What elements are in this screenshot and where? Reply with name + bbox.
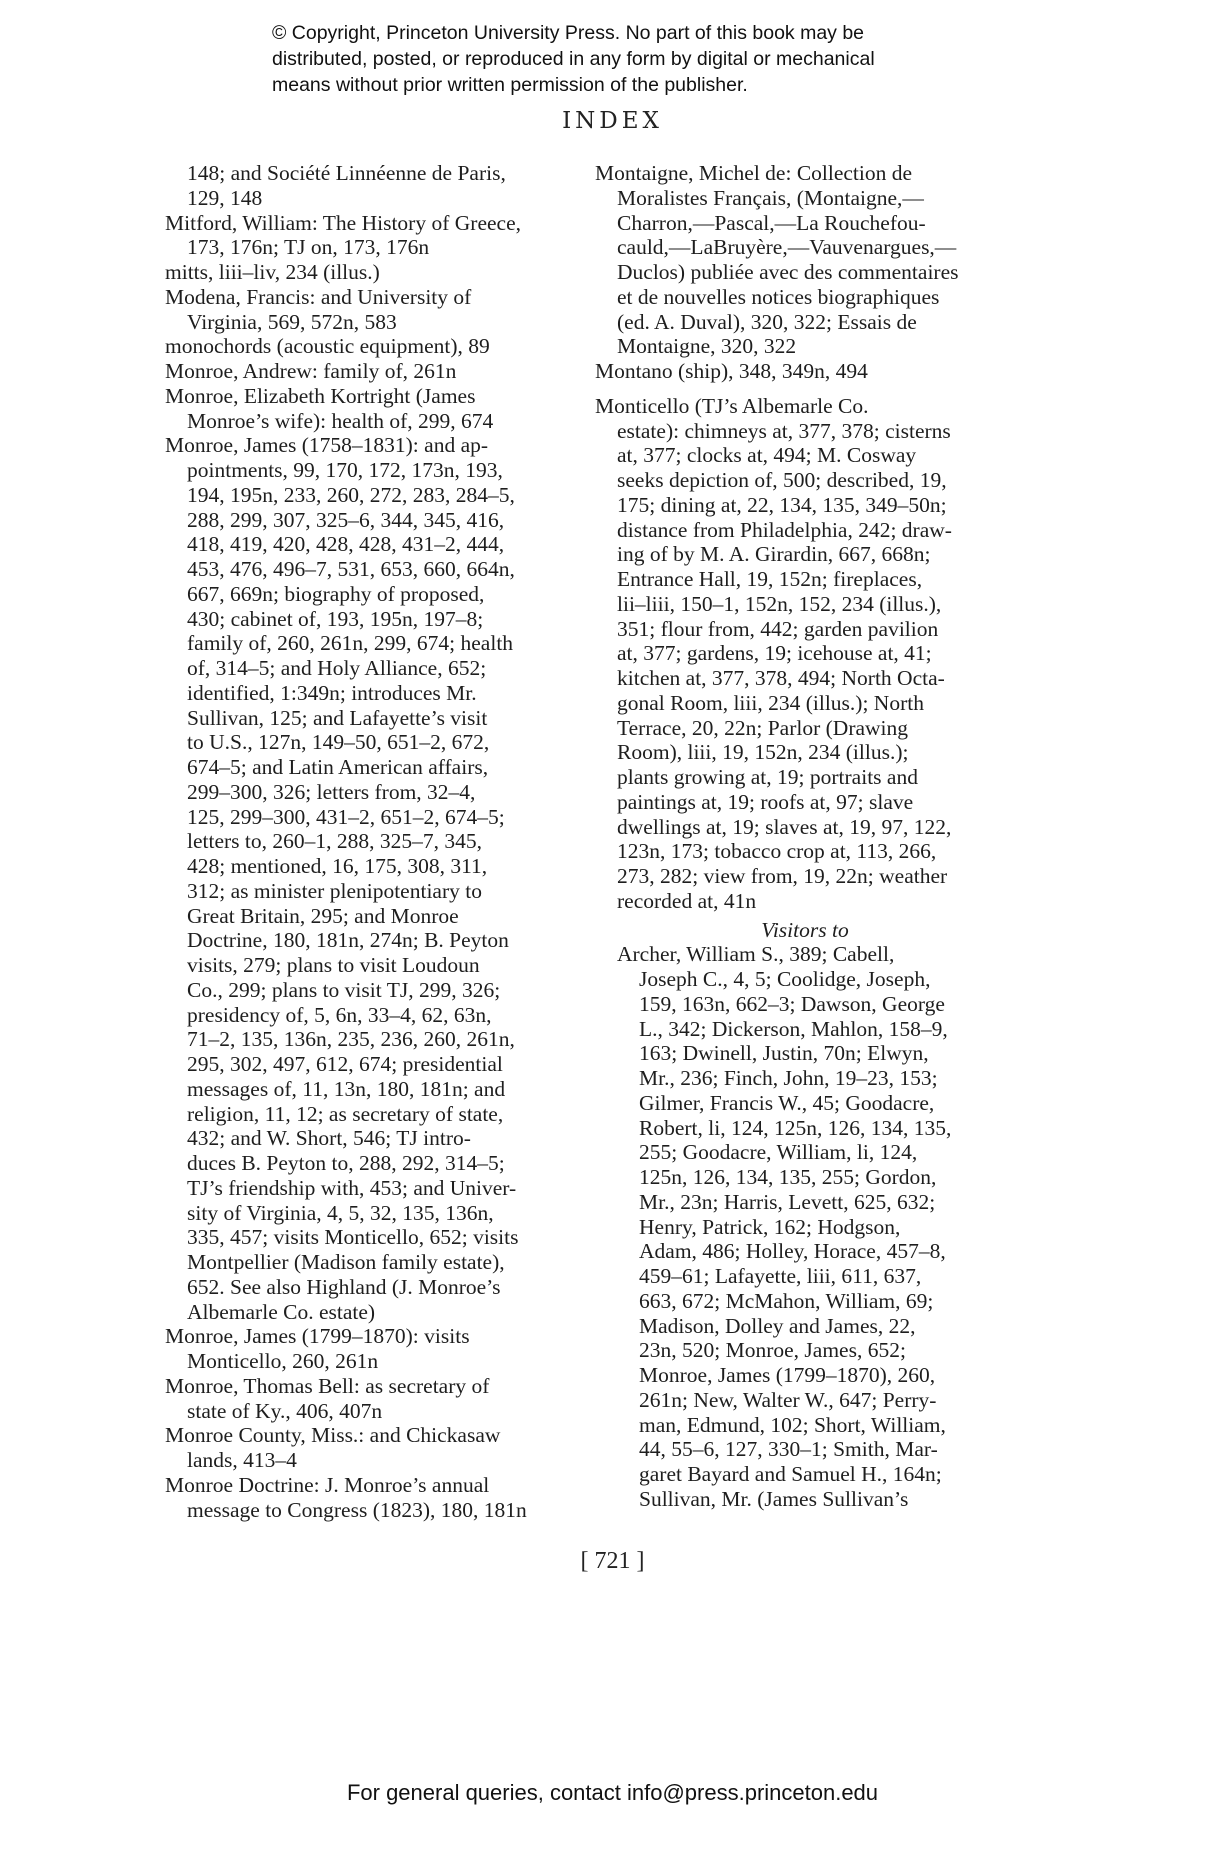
index-line: Montpellier (Madison family estate), <box>187 1250 505 1274</box>
index-line: Joseph C., 4, 5; Coolidge, Joseph, <box>639 967 931 991</box>
index-line: 163; Dwinell, Justin, 70n; Elwyn, <box>639 1041 929 1066</box>
index-line: Duclos) publiée avec des commentaires <box>617 260 959 284</box>
index-line: 173, 176n; TJ on, 173, 176n <box>187 235 430 260</box>
index-line: 432; and W. Short, 546; TJ intro- <box>187 1126 471 1151</box>
index-line: ing of by M. A. Girardin, 667, 668n; <box>617 542 931 567</box>
index-entry <box>165 1473 583 1523</box>
copyright-line: © Copyright, Princeton University Press. No part of this book may be <box>272 22 865 44</box>
index-line: Monroe, James (1799–1870), 260, <box>639 1363 936 1387</box>
index-line: Room), liii, 19, 152n, 234 (illus.); <box>617 740 909 765</box>
index-line: gonal Room, liii, 234 (illus.); North <box>617 690 924 715</box>
index-entry <box>165 359 583 384</box>
index-line: 125, 299–300, 431–2, 651–2, 674–5; <box>187 804 505 829</box>
index-line: Madison, Dolley and James, 22, <box>639 1313 916 1338</box>
index-entry <box>165 1423 583 1473</box>
index-line: garet Bayard and Samuel H., 164n; <box>639 1462 942 1486</box>
index-line: Doctrine, 180, 181n, 274n; B. Peyton <box>187 928 509 953</box>
index-line: 428; mentioned, 16, 175, 308, 311, <box>187 854 488 878</box>
index-line: TJ’s friendship with, 453; and Univer- <box>187 1175 517 1200</box>
index-line: Mr., 23n; Harris, Levett, 625, 632; <box>639 1189 936 1214</box>
index-line: Moralistes Français, (Montaigne,— <box>617 185 924 210</box>
index-line: Monroe, Elizabeth Kortright (James <box>165 383 476 408</box>
index-entry <box>165 334 583 359</box>
index-line: state of Ky., 406, 407n <box>187 1398 383 1423</box>
index-entry <box>165 433 583 1324</box>
index-line: 299–300, 326; letters from, 32–4, <box>187 779 476 804</box>
index-line: presidency of, 5, 6n, 33–4, 62, 63n, <box>187 1002 492 1027</box>
index-line: Co., 299; plans to visit TJ, 299, 326; <box>187 977 501 1002</box>
index-line: 159, 163n, 662–3; Dawson, George <box>639 991 945 1016</box>
copyright-notice <box>272 20 1032 98</box>
index-line: Sullivan, 125; and Lafayette’s visit <box>187 705 488 730</box>
index-line: 351; flour from, 442; garden pavilion <box>617 616 939 641</box>
index-line: to U.S., 127n, 149–50, 651–2, 672, <box>187 730 490 755</box>
index-line: Monroe County, Miss.: and Chickasaw <box>165 1423 501 1448</box>
index-line: 453, 476, 496–7, 531, 653, 660, 664n, <box>187 557 515 581</box>
index-line: pointments, 99, 170, 172, 173n, 193, <box>187 458 503 482</box>
index-line: 125n, 126, 134, 135, 255; Gordon, <box>639 1165 937 1189</box>
copyright-line: distributed, posted, or reproduced in any form by digital or mechanical <box>272 48 875 70</box>
footer-contact: For general queries, contact info@press.princeton.edu <box>346 1780 879 1805</box>
index-line: letters to, 260–1, 288, 325–7, 345, <box>187 829 483 854</box>
index-line: duces B. Peyton to, 288, 292, 314–5; <box>187 1151 505 1175</box>
index-entry <box>165 161 583 211</box>
index-line: 44, 55–6, 127, 330–1; Smith, Mar- <box>639 1437 938 1462</box>
index-line: Monroe, James (1758–1831): and ap- <box>165 433 489 458</box>
index-line: 312; as minister plenipotentiary to <box>187 878 482 903</box>
index-line: Virginia, 569, 572n, 583 <box>187 309 397 334</box>
index-line: Adam, 486; Holley, Horace, 457–8, <box>639 1239 946 1264</box>
index-line: recorded at, 41n <box>617 888 757 913</box>
index-line: Sullivan, Mr. (James Sullivan’s <box>639 1486 909 1511</box>
index-entry <box>617 942 1025 1511</box>
index-entry <box>165 384 583 434</box>
index-line: Montaigne, 320, 322 <box>617 334 797 359</box>
index-line: visits, 279; plans to visit Loudoun <box>187 953 480 977</box>
index-line: 194, 195n, 233, 260, 272, 283, 284–5, <box>187 482 515 507</box>
page-title: INDEX <box>562 108 663 134</box>
index-line: Monticello (TJ’s Albemarle Co. <box>595 393 869 418</box>
index-line: kitchen at, 377, 378, 494; North Octa- <box>617 666 945 690</box>
index-line: Robert, li, 124, 125n, 126, 134, 135, <box>639 1115 952 1140</box>
index-line: 667, 669n; biography of proposed, <box>187 581 485 606</box>
index-line: 23n, 520; Monroe, James, 652; <box>639 1338 906 1363</box>
index-entry <box>595 359 1025 384</box>
index-line: 418, 419, 420, 428, 428, 431–2, 444, <box>187 532 505 557</box>
index-line: Monroe, Andrew: family of, 261n <box>165 359 457 383</box>
index-line: dwellings at, 19; slaves at, 19, 97, 122, <box>617 814 952 839</box>
index-line: Modena, Francis: and University of <box>165 284 472 309</box>
index-line: Monticello, 260, 261n <box>187 1349 379 1373</box>
index-line: Terrace, 20, 22n; Parlor (Drawing <box>617 715 909 740</box>
index-line: messages of, 11, 13n, 180, 181n; and <box>187 1076 506 1101</box>
index-line: plants growing at, 19; portraits and <box>617 765 918 789</box>
index-line: 273, 282; view from, 19, 22n; weather <box>617 864 948 888</box>
index-line: 71–2, 135, 136n, 235, 236, 260, 261n, <box>187 1027 515 1052</box>
index-line: paintings at, 19; roofs at, 97; slave <box>617 789 914 814</box>
index-line: monochords (acoustic equipment), 89 <box>165 334 490 359</box>
index-line: family of, 260, 261n, 299, 674; health <box>187 631 514 656</box>
index-line: at, 377; clocks at, 494; M. Cosway <box>617 443 917 468</box>
index-line: 148; and Société Linnéenne de Paris, <box>187 161 506 185</box>
index-line: lands, 413–4 <box>187 1448 297 1472</box>
index-line: 261n; New, Walter W., 647; Perry- <box>639 1387 937 1412</box>
index-line: cauld,—LaBruyère,—Vauvenargues,— <box>617 235 957 260</box>
index-line: seeks depiction of, 500; described, 19, <box>617 468 947 492</box>
index-line: message to Congress (1823), 180, 181n <box>187 1497 527 1522</box>
index-line: mitts, liii–liv, 234 (illus.) <box>165 260 380 284</box>
index-column-left <box>165 161 583 1522</box>
index-line: estate): chimneys at, 377, 378; cisterns <box>617 418 951 443</box>
index-line: 295, 302, 497, 612, 674; presidential <box>187 1052 503 1076</box>
index-column-right <box>595 161 1025 1512</box>
index-line: et de nouvelles notices biographiques <box>617 284 940 309</box>
index-line: (ed. A. Duval), 320, 322; Essais de <box>617 309 917 334</box>
index-line: religion, 11, 12; as secretary of state, <box>187 1101 504 1126</box>
index-line: Montano (ship), 348, 349n, 494 <box>595 359 868 383</box>
index-line: L., 342; Dickerson, Mahlon, 158–9, <box>639 1016 948 1041</box>
index-line: sity of Virginia, 4, 5, 32, 135, 136n, <box>187 1200 494 1225</box>
index-line: Henry, Patrick, 162; Hodgson, <box>639 1214 901 1239</box>
index-line: Montaigne, Michel de: Collection de <box>595 161 913 185</box>
index-line: Monroe, James (1799–1870): visits <box>165 1324 470 1349</box>
index-line: Mitford, William: The History of Greece, <box>165 210 521 235</box>
index-line: Mr., 236; Finch, John, 19–23, 153; <box>639 1066 938 1090</box>
index-entry <box>165 285 583 335</box>
index-line: 335, 457; visits Monticello, 652; visits <box>187 1225 519 1250</box>
page-number: [ 721 ] <box>580 1548 645 1574</box>
index-line: distance from Philadelphia, 242; draw- <box>617 517 952 542</box>
index-line: Monroe, Thomas Bell: as secretary of <box>165 1373 490 1398</box>
index-line: 129, 148 <box>187 185 263 210</box>
index-entry <box>165 260 583 285</box>
index-entry <box>165 1324 583 1374</box>
index-entry <box>165 1374 583 1424</box>
index-line: 288, 299, 307, 325–6, 344, 345, 416, <box>187 507 505 532</box>
index-line: Albemarle Co. estate) <box>187 1299 376 1324</box>
copyright-line: means without prior written permission of the publisher. <box>272 74 748 96</box>
index-line: 123n, 173; tobacco crop at, 113, 266, <box>617 839 937 864</box>
index-line: 663, 672; McMahon, William, 69; <box>639 1288 934 1313</box>
index-line: Gilmer, Francis W., 45; Goodacre, <box>639 1090 935 1115</box>
index-line: identified, 1:349n; introduces Mr. <box>187 680 477 705</box>
index-line: at, 377; gardens, 19; icehouse at, 41; <box>617 641 932 666</box>
index-entry <box>595 394 1025 914</box>
index-line: of, 314–5; and Holy Alliance, 652; <box>187 656 487 680</box>
index-line: 175; dining at, 22, 134, 135, 349–50n; <box>617 492 947 517</box>
index-line: Great Britain, 295; and Monroe <box>187 903 459 928</box>
index-line: 459–61; Lafayette, liii, 611, 637, <box>639 1264 922 1288</box>
index-line: Archer, William S., 389; Cabell, <box>617 942 895 967</box>
subheading: Visitors to <box>761 917 849 942</box>
index-entry <box>165 211 583 261</box>
index-line: 255; Goodacre, William, li, 124, <box>639 1140 918 1165</box>
index-line: 652. See also Highland (J. Monroe’s <box>187 1274 501 1299</box>
index-entry <box>595 161 1025 359</box>
index-line: Entrance Hall, 19, 152n; fireplaces, <box>617 567 923 591</box>
index-line: Charron,—Pascal,—La Rouchefou- <box>617 210 926 235</box>
index-line: lii–liii, 150–1, 152n, 152, 234 (illus.), <box>617 591 942 616</box>
index-line: Monroe Doctrine: J. Monroe’s annual <box>165 1472 490 1497</box>
index-line: 430; cabinet of, 193, 195n, 197–8; <box>187 606 484 631</box>
index-line: Monroe’s wife): health of, 299, 674 <box>187 408 494 433</box>
index-line: man, Edmund, 102; Short, William, <box>639 1412 946 1437</box>
index-line: 674–5; and Latin American affairs, <box>187 755 489 779</box>
